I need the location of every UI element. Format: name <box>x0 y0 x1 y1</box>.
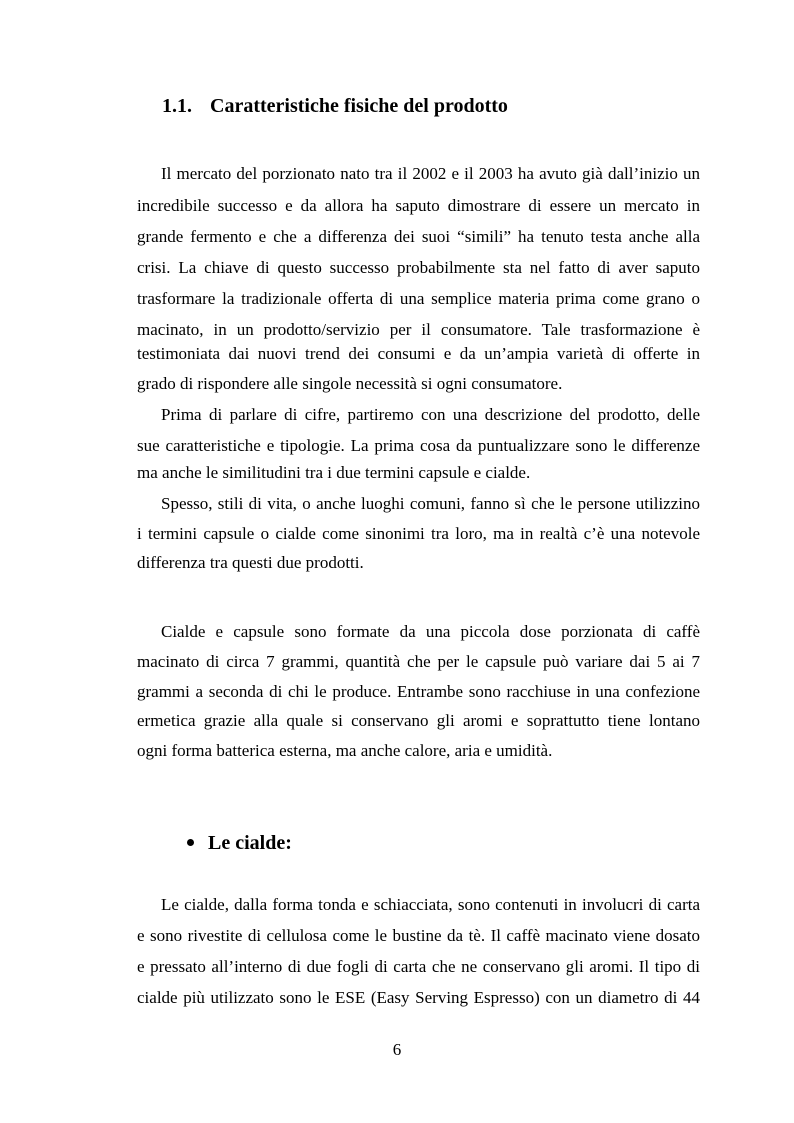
page-number: 6 <box>392 1040 402 1059</box>
paragraph-line: sue caratteristiche e tipologie. La prima cosa da puntualizzare sono le differenze <box>137 436 700 455</box>
paragraph-line: macinato, in un prodotto/servizio per il consumatore. Tale trasformazione è <box>137 320 700 339</box>
bullet-item <box>187 832 292 855</box>
paragraph-line: trasformare la tradizionale offerta di una semplice materia prima come grano o <box>137 289 700 308</box>
section-heading <box>162 95 508 118</box>
paragraph-line: testimoniata dai nuovi trend dei consumi e da un’ampia varietà di offerte in <box>137 344 700 363</box>
paragraph-line: i termini capsule o cialde come sinonimi tra loro, ma in realtà c’è una notevole <box>137 524 700 543</box>
paragraph-line: Spesso, stili di vita, o anche luoghi comuni, fanno sì che le persone utilizzino <box>161 494 700 513</box>
paragraph-line: ermetica grazie alla quale si conservano gli aromi e soprattutto tiene lontano <box>137 711 700 730</box>
paragraph-line: e sono rivestite di cellulosa come le bustine da tè. Il caffè macinato viene dosato <box>137 926 700 945</box>
paragraph-line: e pressato all’interno di due fogli di carta che ne conservano gli aromi. Il tipo di <box>137 957 700 976</box>
paragraph-line: grande fermento e che a differenza dei suoi “simili” ha tenuto testa anche alla <box>137 227 700 246</box>
paragraph-line: Le cialde, dalla forma tonda e schiacciata, sono contenuti in involucri di carta <box>161 895 700 914</box>
paragraph-line: grammi a seconda di chi le produce. Entrambe sono racchiuse in una confezione <box>137 682 700 701</box>
paragraph-line: Prima di parlare di cifre, partiremo con una descrizione del prodotto, delle <box>161 405 700 424</box>
bullet-label: Le cialde: <box>208 832 292 854</box>
paragraph-line: grado di rispondere alle singole necessità si ogni consumatore. <box>137 374 563 393</box>
paragraph-line: Cialde e capsule sono formate da una piccola dose porzionata di caffè <box>161 622 700 641</box>
paragraph-line: cialde più utilizzato sono le ESE (Easy Serving Espresso) con un diametro di 44 <box>137 988 700 1007</box>
paragraph-line: macinato di circa 7 grammi, quantità che per le capsule può variare dai 5 ai 7 <box>137 652 700 671</box>
section-number: 1.1. <box>162 95 192 117</box>
paragraph-line: Il mercato del porzionato nato tra il 2002 e il 2003 ha avuto già dall’inizio un <box>161 164 700 183</box>
bullet-dot-icon <box>187 839 194 846</box>
section-title: Caratteristiche fisiche del prodotto <box>210 95 508 117</box>
paragraph-line: ma anche le similitudini tra i due termini capsule e cialde. <box>137 463 531 482</box>
paragraph-line: crisi. La chiave di questo successo probabilmente sta nel fatto di aver saputo <box>137 258 700 277</box>
paragraph-line: ogni forma batterica esterna, ma anche calore, aria e umidità. <box>137 741 553 760</box>
paragraph-line: incredibile successo e da allora ha saputo dimostrare di essere un mercato in <box>137 196 700 215</box>
paragraph-line: differenza tra questi due prodotti. <box>137 553 364 572</box>
